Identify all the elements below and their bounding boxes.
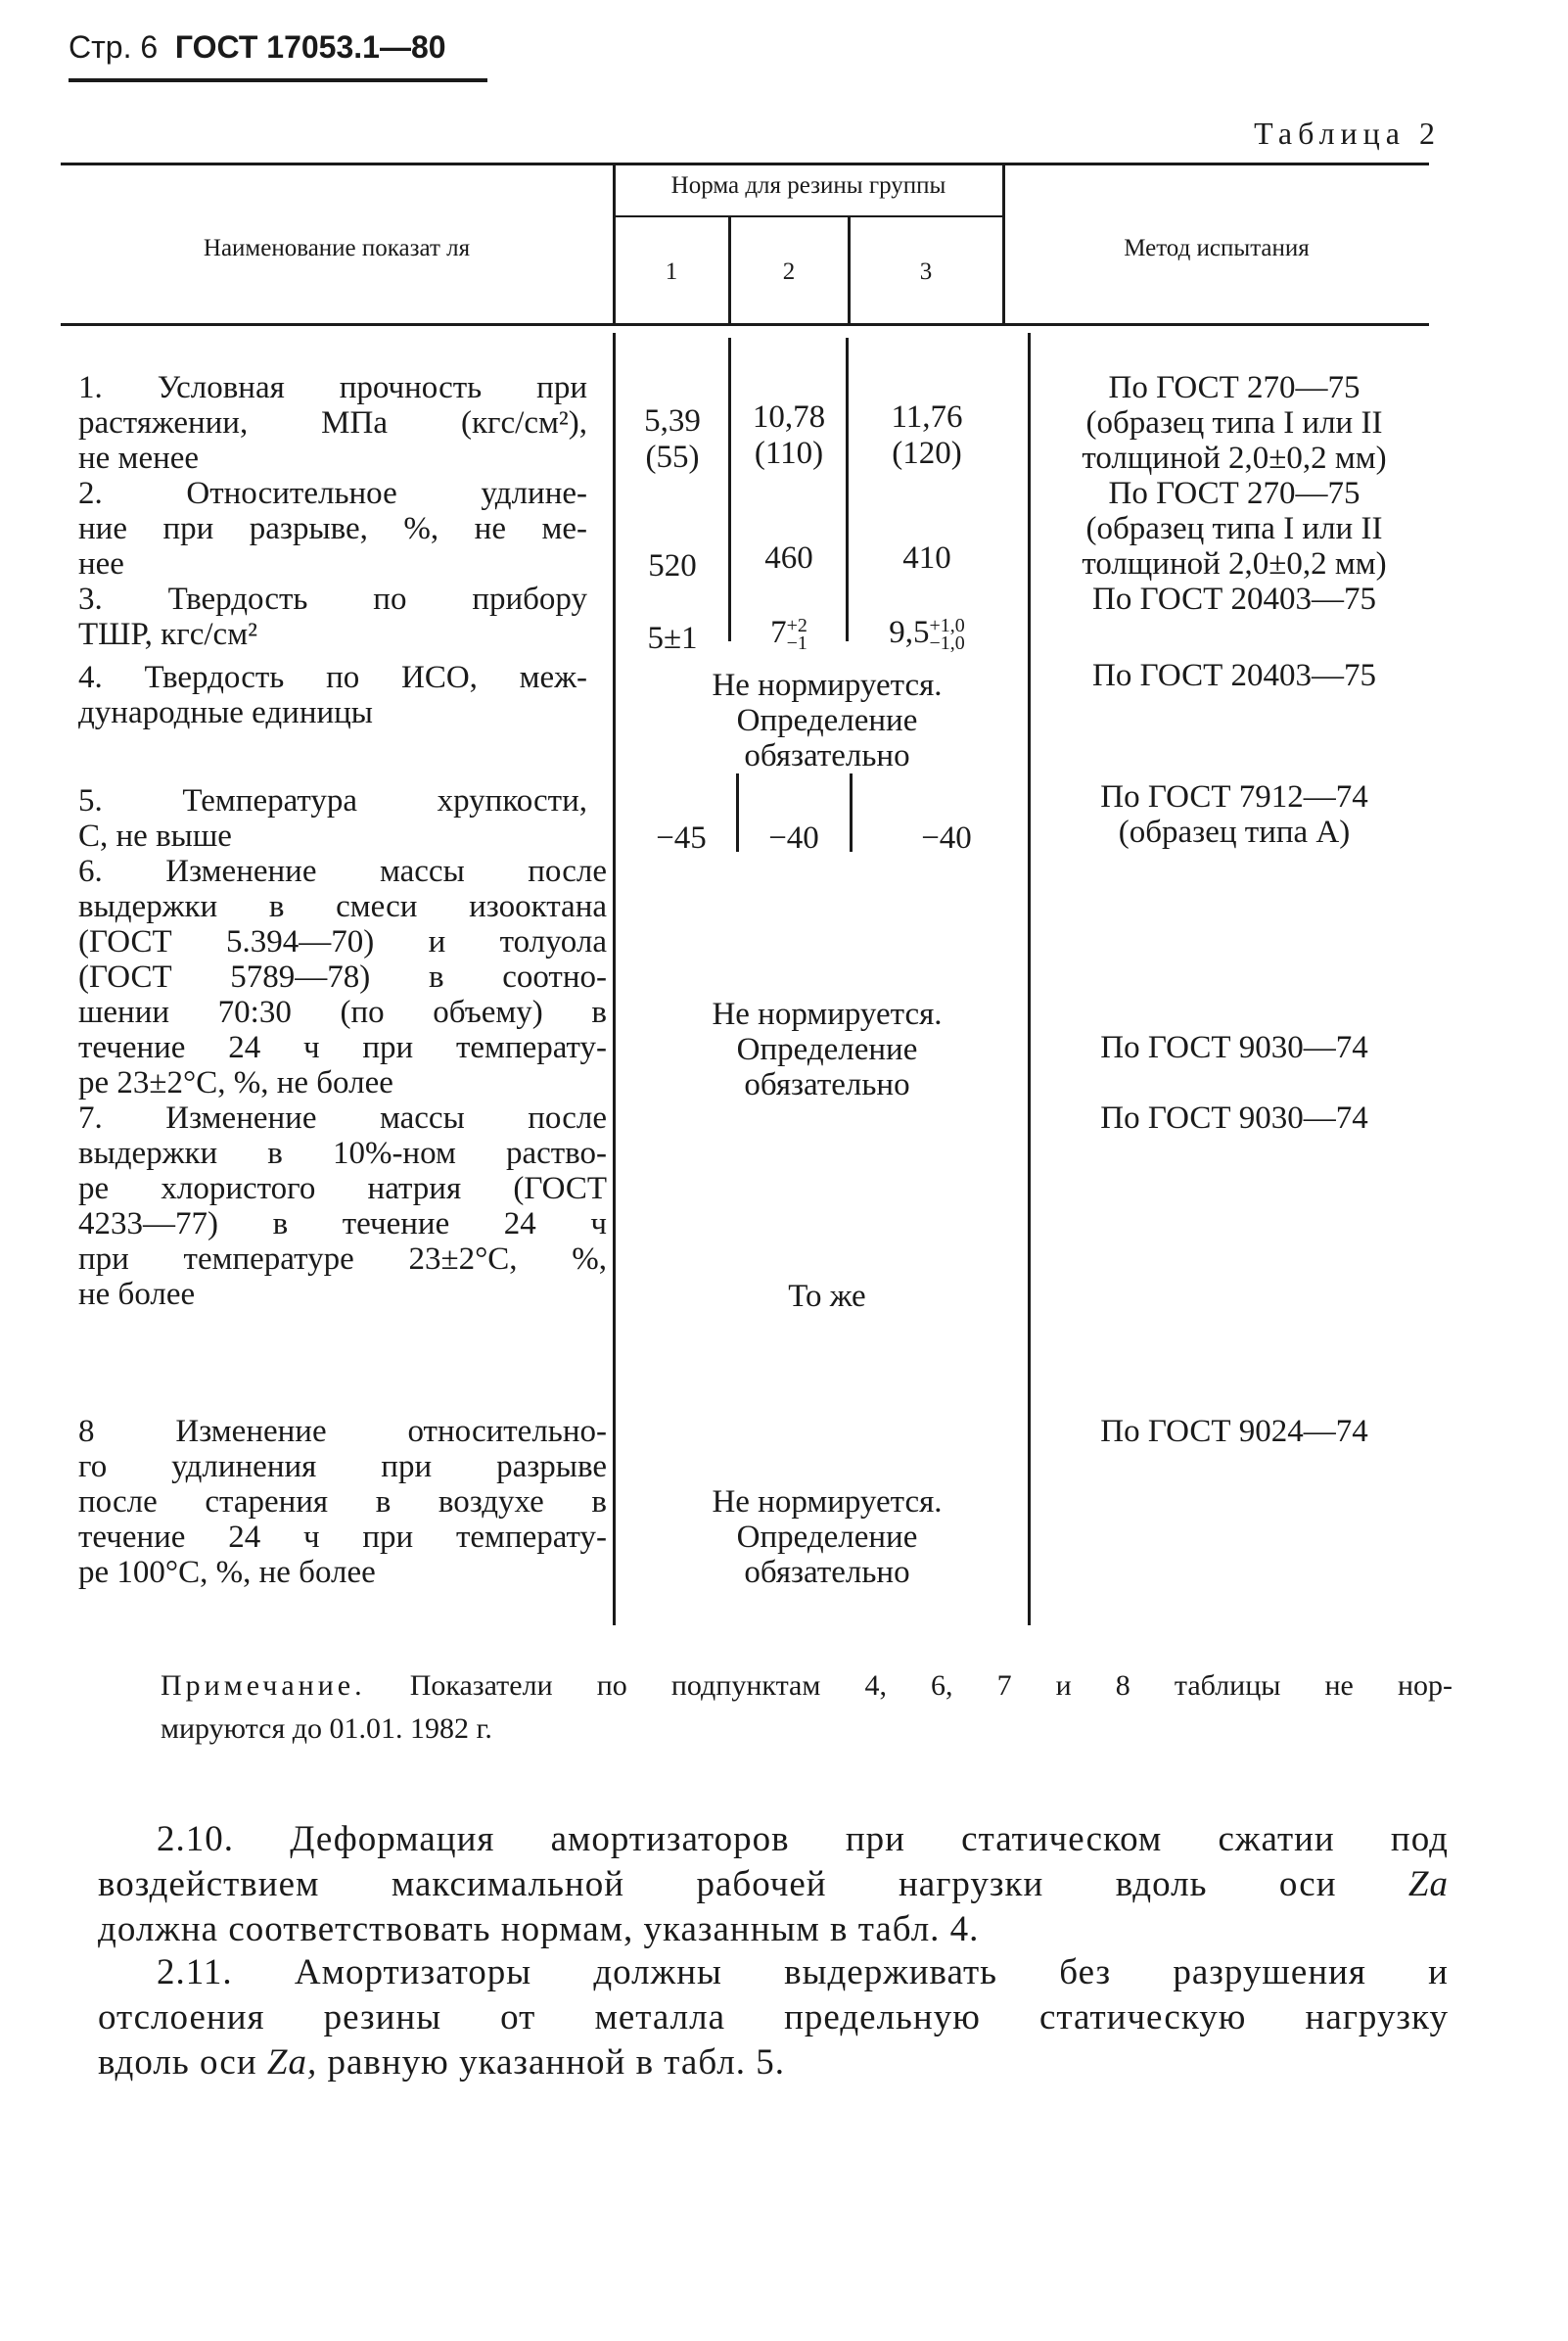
- row-5-g1: −45: [656, 820, 707, 856]
- row-5-g2: −40: [768, 820, 819, 856]
- row-2-method: По ГОСТ 270—75 (образец типа I или II толщиной 2,0±0,2 мм): [1082, 476, 1387, 582]
- row-3-g3: 9,5 +1,0 −1,0: [889, 615, 965, 655]
- row-3-g1: 5±1: [647, 621, 698, 656]
- row-3-g2: 7 +2 −1: [770, 615, 807, 655]
- head-name: Наименование показат ля: [203, 235, 471, 261]
- row-7-norm: То же: [788, 1279, 866, 1314]
- row-1-g2: 10,78 (110): [752, 399, 826, 471]
- row-8-method: По ГОСТ 9024—74: [1100, 1414, 1368, 1449]
- standard-number: ГОСТ 17053.1—80: [174, 29, 446, 65]
- head-group-1: 1: [665, 258, 678, 285]
- row-1-name: 1. Условная прочность при растяжении, МПа (кгс/см²), не менее: [78, 370, 587, 476]
- row-2-g3: 410: [902, 540, 951, 576]
- col-rule: [736, 773, 739, 852]
- row-5-g3: −40: [921, 820, 972, 856]
- row-2-name: 2. Относительное удлине- ние при разрыве, %, не ме- нее: [78, 476, 587, 582]
- paragraph-2-10: 2.10. Деформация амортизаторов при статическом сжатии под воздействием максимальной рабочей нагрузки вдоль оси Za должна соответствовать нормам, указанным в табл. 4.: [98, 1819, 1449, 1949]
- col-rule: [850, 773, 853, 852]
- row-7-name: 7. Изменение массы после выдержки в 10%-ном раство- ре хлористого натрия (ГОСТ 4233—77) в течение 24 ч при температуре 23±2°С, %, не более: [78, 1100, 607, 1312]
- table-top-rule: [61, 163, 1429, 165]
- norm-sub-rule: [615, 215, 1002, 217]
- table-label: Таблица 2: [1254, 116, 1441, 151]
- row-6-norm: Не нормируется. Определение обязательно: [712, 997, 943, 1102]
- row-2-g2: 460: [764, 540, 813, 576]
- col-rule: [846, 338, 849, 641]
- row-2-g1: 520: [648, 548, 697, 584]
- paragraph-2-11: 2.11. Амортизаторы должны выдерживать без разрушения и отслоения резины от металла предельную статическую нагрузку вдоль оси Za, равную указанной в табл. 5.: [98, 1952, 1449, 2083]
- table-note: Примечание. Показатели по подпунктам 4, 6, 7 и 8 таблицы не нор- мируются до 01.01. 1982 г.: [161, 1669, 1453, 1745]
- header-rule: [69, 78, 487, 82]
- row-4-norm: Не нормируется. Определение обязательно: [712, 668, 943, 773]
- row-6-method: По ГОСТ 9030—74: [1100, 1030, 1368, 1065]
- row-5-method: По ГОСТ 7912—74 (образец типа А): [1100, 779, 1368, 850]
- head-group-2: 2: [782, 258, 796, 285]
- row-1-g1: 5,39 (55): [644, 403, 701, 475]
- head-norm: Норма для резины группы: [670, 172, 946, 199]
- col-rule: [728, 338, 731, 641]
- row-4-name: 4. Твердость по ИСО, меж- дународные единицы: [78, 660, 587, 730]
- row-8-norm: Не нормируется. Определение обязательно: [712, 1484, 943, 1590]
- row-1-g3: 11,76 (120): [891, 399, 963, 471]
- row-3-name: 3. Твердость по прибору ТШР, кгс/см²: [78, 582, 587, 652]
- row-6-name: 6. Изменение массы после выдержки в смеси изооктана (ГОСТ 5.394—70) и толуола (ГОСТ 5789—78) в соотно- шении 70:30 (по объему) в течение 24 ч при температу- ре 23±2°С, %, не более: [78, 854, 607, 1100]
- page-header: [69, 29, 446, 66]
- head-method: Метод испытания: [1124, 235, 1310, 261]
- head-group-3: 3: [919, 258, 933, 285]
- table-head-rule: [61, 323, 1429, 326]
- page-number: Стр. 6: [69, 29, 159, 65]
- row-7-method: По ГОСТ 9030—74: [1100, 1100, 1368, 1136]
- col-rule: [613, 333, 616, 1625]
- row-5-name: 5. Температура хрупкости, С, не выше: [78, 783, 587, 854]
- row-8-name: 8 Изменение относительно- го удлинения при разрыве после старения в воздухе в течение 24 ч при температу- ре 100°С, %, не более: [78, 1414, 607, 1590]
- row-3-method: По ГОСТ 20403—75: [1092, 582, 1376, 617]
- row-1-method: По ГОСТ 270—75 (образец типа I или II толщиной 2,0±0,2 мм): [1082, 370, 1387, 476]
- row-4-method: По ГОСТ 20403—75: [1092, 658, 1376, 693]
